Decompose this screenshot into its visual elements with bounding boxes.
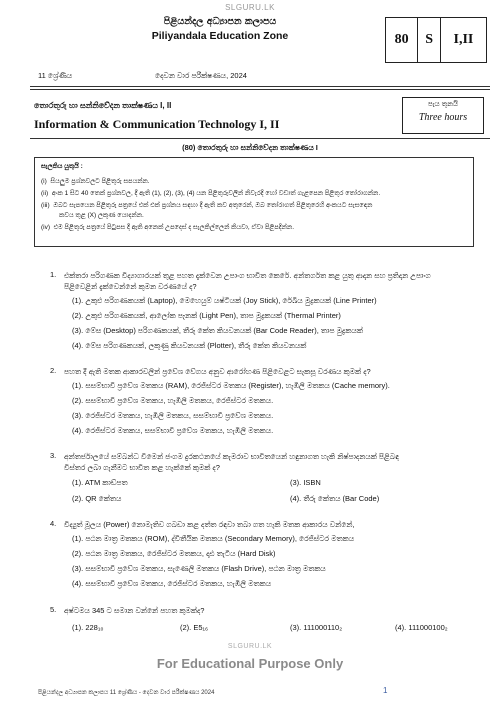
option-3[interactable]: (3). රෙජිස්ටර මතකය, හැඹිලි මතකය, සසම්භාවී ප්‍රවේශ මතකය. xyxy=(72,411,274,420)
question-number: 3. xyxy=(50,451,57,460)
option-4[interactable]: (4). 111000100₂ xyxy=(395,623,448,632)
footer-text: පිළියන්දල අධ්‍යාපන කලාපය 11 ශ්‍රේණිය - දෙවන වාර පරීක්ෂණය 2024 xyxy=(38,690,215,696)
zone-title-sinhala: පිළියන්දල අධ්‍යාපන කලාපය xyxy=(163,16,277,27)
question-text: විද්‍යුත් මූලය (Power) නොමැතිව ගබඩා කළ දත්ත රඳවා තබා ගත හැකි මතක ආකාරය වන්නේ, xyxy=(64,520,355,529)
option-1[interactable]: (1). සසම්භාවී ප්‍රවේශ මතකය (RAM), රෙජිස්ටර මතකය (Register), හැඹිලි මතකය (Cache memory). xyxy=(72,381,390,390)
divider xyxy=(30,89,490,90)
instructions-box xyxy=(34,157,474,247)
question-text: අෂ්ටමය 345 ට සමාන වන්නේ පහත කුමක්ද? xyxy=(64,606,205,615)
option-4[interactable]: (4). සසම්භාවී ප්‍රවේශ මතකය, රෙජිස්ටර මතකය, හැඹිලි මතකය xyxy=(72,579,272,588)
question-number: 2. xyxy=(50,366,57,375)
term-label: දෙවන වාර පරීක්ෂණය, 2024 xyxy=(155,71,247,80)
option-4[interactable]: (4). රෙජිස්ටර මතකය, සසම්භාවී ප්‍රවේශ මතකය, හැඹිලි මතකය. xyxy=(72,426,274,435)
divider xyxy=(30,138,490,139)
watermark-top: SLGURU.LK xyxy=(225,3,275,12)
instruction-item: (iv) එම පිළිතුරු පත්‍රයේ පිටුපස දී ඇති අනෙක් උපදෙස් ද සැලකිල්ලෙන් කියවා, ඒවා පිළිපදින්න. xyxy=(41,224,295,231)
code-papers: I,II xyxy=(453,32,474,47)
subject-sinhala: තොරතුරු හා සන්නිවේදන තාක්ෂණය I, II xyxy=(34,101,172,110)
option-3[interactable]: (3). ISBN xyxy=(290,478,321,487)
question-number: 1. xyxy=(50,270,57,279)
instruction-item: (i) සියලුම ප්‍රශ්නවලට පිළිතුරු සපයන්න. xyxy=(41,178,150,185)
option-2[interactable]: (2). උකුළු පරිගණකයක්, ආලෝක පෑනක් (Light Pen), තාප මුද්‍රකයක් (Thermal Printer) xyxy=(72,311,341,320)
time-box xyxy=(402,97,484,134)
divider xyxy=(30,86,490,87)
question-text: එක්තරා පරිගණක විද්‍යාගාරයක් තුළ පහත දැක්වෙන උපාංග භාවිත කෙරේ. අන්තර්ගත කළ යුතු ආදාන සහ ප්‍රතිදාන උපාංග xyxy=(64,271,431,280)
educational-notice: For Educational Purpose Only xyxy=(156,656,344,671)
subject-english: Information & Communication Technology I, II xyxy=(34,117,280,131)
option-4[interactable]: (4). තීරු කේතය (Bar Code) xyxy=(290,494,380,503)
question-text: විස්තර ලබා ගැනීමට භාවිත කළ හැක්කේ කුමක් ද? xyxy=(64,463,220,472)
instruction-item: (ii) අංක 1 සිට 40 තෙක් ප්‍රශ්නවල, දී ඇති (1), (2), (3), (4) යන පිළිතුරුවලින් නිවැරදි හෝ වඩාත් ගැළපෙන පිළිතුර තෝරාගන්න. xyxy=(41,190,381,197)
question-text: අන්තර්ජාලයේ සම්බන්ධ වීමෙන් ජංගම දුරකථනයේ කැමරාව භාවිතයෙන් හඳුනාගත හැකි නිෂ්පාදනයක් පිළිබඳ xyxy=(64,452,399,461)
instruction-item: (iii) ඔබට සැපයෙන පිළිතුරු පත්‍රයේ එක් එක් ප්‍රශ්නය සඳහා දී ඇති කව අතුරෙන්, ඔබ තෝරාගත් පිළිතුරෙහි අංකයට සැසඳෙන xyxy=(41,202,373,209)
instructions-heading: සැලකිය යුතුයි : xyxy=(41,163,83,170)
paper-code-box xyxy=(385,17,487,63)
code-subject-number: 80 xyxy=(386,18,418,62)
time-english: Three hours xyxy=(418,112,468,123)
question-text: පිළිවෙළින් දැක්වෙන්නේ කුමන වරණයේ ද? xyxy=(64,282,197,291)
code-medium: S xyxy=(418,18,441,62)
option-3[interactable]: (3). 111000110₂ xyxy=(290,623,343,632)
option-3[interactable]: (3). සසම්භාවී ප්‍රවේශ මතකය, සැණෙලි මතකය (Flash Drive), පඨන මාත්‍ර මතකය xyxy=(72,564,326,573)
time-sinhala: පැය තුනයි xyxy=(427,101,459,108)
question-number: 5. xyxy=(50,605,57,614)
option-1[interactable]: (1). උකුළු පරිගණකයක් (Laptop), මෙහෙයුම් යෂ්ටියක් (Joy Stick), රේඛීය මුද්‍රකයක් (Line Printer) xyxy=(72,296,377,305)
instruction-item: කවය තුළ (X) ලකුණ යොදන්න. xyxy=(59,212,144,219)
watermark-bottom: SLGURU.LK xyxy=(227,643,273,650)
paper-title: (80) තොරතුරු හා සන්නිවේදන තාක්ෂණය I xyxy=(182,143,318,152)
option-3[interactable]: (3). මේස (Desktop) පරිගණකයක්, තීරු කේත කියවනයක් (Bar Code Reader), තාප මුද්‍රකයක් xyxy=(72,326,363,335)
grade-label: 11 ශ්‍රේණිය xyxy=(38,71,73,80)
option-2[interactable]: (2). පඨන මාත්‍ර මතකය, රෙජිස්ටර මතකය, දෘඪ තැටිය (Hard Disk) xyxy=(72,549,276,558)
question-text: පහත දී ඇති මතක ආකාරවලින් ප්‍රවේශ වේගය අනුව ආරෝහණ පිළිවෙළට සැකසූ වරණය කුමක් ද? xyxy=(64,367,371,376)
option-1[interactable]: (1). පඨන මාත්‍ර මතකය (ROM), ද්විතීයික මතකය (Secondary Memory), රෙජිස්ටර මතකය xyxy=(72,534,355,543)
page-number: 1 xyxy=(383,686,388,695)
option-4[interactable]: (4). මේස පරිගණකයක්, ලකුණු කියවනයක් (Plotter), තීරු කේත කියවනයක් xyxy=(72,341,307,350)
option-2[interactable]: (2). QR කේතය xyxy=(72,494,122,503)
question-number: 4. xyxy=(50,519,57,528)
option-1[interactable]: (1). ATM කාඩ්පත xyxy=(72,478,128,487)
zone-title-english: Piliyandala Education Zone xyxy=(151,30,289,42)
option-2[interactable]: (2). E5₁₆ xyxy=(180,623,209,632)
option-1[interactable]: (1). 228₁₀ xyxy=(72,623,104,632)
option-2[interactable]: (2). සසම්භාවී ප්‍රවේශ මතකය, හැඹිලි මතකය, රෙජිස්ටර මතකය. xyxy=(72,396,274,405)
